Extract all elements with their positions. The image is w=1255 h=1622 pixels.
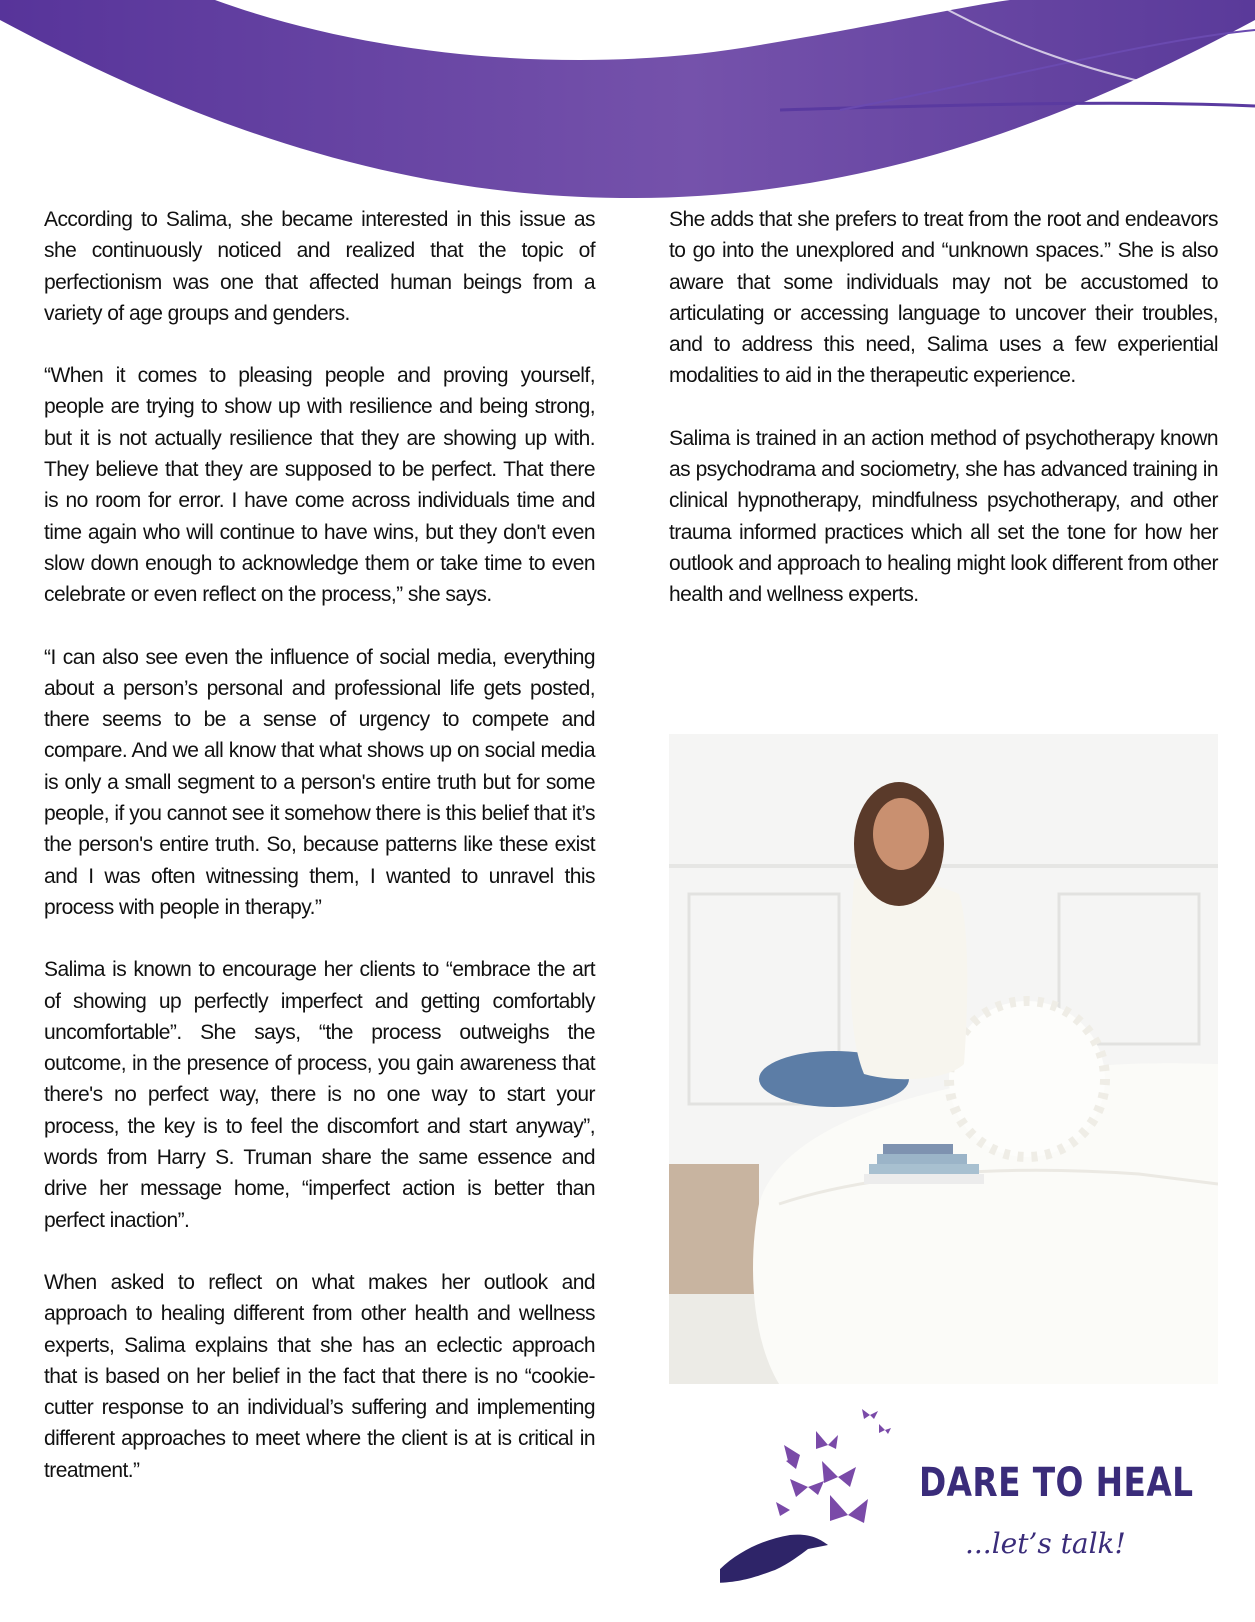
logo-title: DARE TO HEAL — [919, 1460, 1194, 1506]
paragraph: Salima is known to encourage her clients to “embrace the art of showing up perfectly imperfect and getting comfortably uncomfortable”. She says, “the process outweighs the outcome, in the presence of process, you gain awareness that there's no perfect way, there is no one way to start your process, the key is to feel the discomfort and start anyway”, words from Harry S. Truman share the same essence and drive her message home, “imperfect action is better than perfect inaction”. — [44, 958, 595, 1232]
article-left-column — [44, 204, 595, 1517]
paragraph: When asked to reflect on what makes her outlook and approach to healing different from other health and wellness experts, Salima explains that she has an eclectic approach that is based on her belief in the fact that there is no “cookie-cutter response to an individual’s suffering and implementing different approaches to meet where the client is at is critical in treatment.” — [44, 1270, 595, 1482]
paragraph: “I can also see even the influence of social media, everything about a person’s personal and professional life gets posted, there seems to be a sense of urgency to compete and compare. And we all know that what shows up on social media is only a small segment to a person's entire truth but for some people, if you cannot see it somehow there is this belief that it’s the person's entire truth. So, because patterns like these exist and I was often witnessing them, I wanted to unravel this process with people in therapy.” — [44, 645, 595, 919]
dare-to-heal-logo — [720, 1405, 1194, 1595]
paragraph: She adds that she prefers to treat from the root and endeavors to go into the unexplored and “unknown spaces.” She is also aware that some individuals may not be accustomed to articulating or accessing language to uncover their troubles, and to address this need, Salima uses a few experiential modalities to aid in the therapeutic experience. — [669, 208, 1218, 388]
header-wave-decoration — [0, 0, 1255, 200]
article-right-column — [669, 204, 1218, 642]
paragraph: “When it comes to pleasing people and proving yourself, people are trying to show up with resilience and being strong, but it is not actually resilience that they are showing up with. They believe that they are supposed to be perfect. That there is no room for error. I have come across individuals time and time again who will continue to have wins, but they don't even slow down enough to acknowledge them or take time to even celebrate or even reflect on the process,” she says. — [44, 364, 595, 607]
logo-tagline: ...let’s talk! — [965, 1527, 1126, 1560]
paragraph: According to Salima, she became interested in this issue as she continuously noticed and realized that the topic of perfectionism was one that affected human beings from a variety of age groups and genders. — [44, 208, 595, 325]
paragraph: Salima is trained in an action method of psychotherapy known as psychodrama and sociometry, she has advanced training in clinical hypnotherapy, mindfulness psychotherapy, and other trauma informed practices which all set the tone for how her outlook and approach to healing might look different from other health and wellness experts. — [669, 426, 1218, 607]
portrait-photo — [669, 734, 1218, 1384]
